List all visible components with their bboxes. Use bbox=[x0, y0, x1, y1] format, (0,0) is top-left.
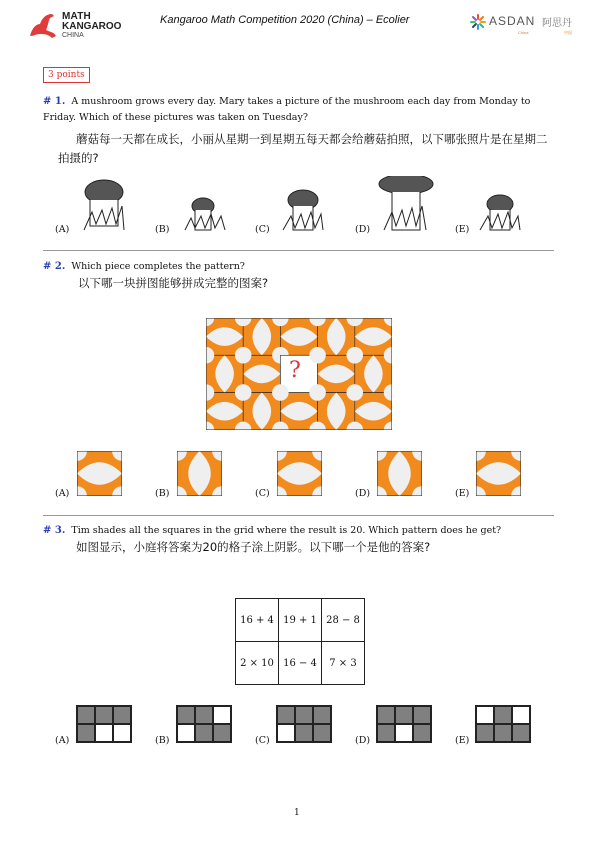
pattern-cell bbox=[512, 724, 530, 742]
q3-pattern-e bbox=[475, 705, 531, 743]
question-2-text bbox=[43, 259, 555, 275]
pattern-cell bbox=[377, 706, 395, 724]
pattern-tile bbox=[77, 451, 122, 496]
q3-pattern-d bbox=[376, 705, 432, 743]
question-2-body: Which piece completes the pattern? bbox=[71, 261, 245, 272]
pattern-cell bbox=[295, 724, 313, 742]
pattern-cell bbox=[413, 724, 431, 742]
q2-piece-a bbox=[77, 451, 122, 496]
q2-option-e[interactable]: (E) bbox=[455, 488, 470, 499]
q3-option-e[interactable]: (E) bbox=[455, 735, 470, 746]
question-1-text-cn: 蘑菇每一天都在成长，小丽从星期一到星期五每天都会给蘑菇拍照，以下哪张照片是在星期二拍摄的? bbox=[58, 132, 548, 165]
pattern-cell bbox=[413, 706, 431, 724]
points-badge: 3 points bbox=[43, 67, 90, 83]
math-kangaroo-logo bbox=[26, 8, 136, 42]
q1-option-c[interactable]: (C) bbox=[255, 224, 270, 235]
q1-option-d[interactable]: (D) bbox=[355, 224, 371, 235]
asdan-logo bbox=[470, 12, 580, 38]
q3-option-a[interactable]: (A) bbox=[55, 735, 70, 746]
question-1-number: # 1. bbox=[43, 96, 66, 107]
q1-option-b[interactable]: (B) bbox=[155, 224, 170, 235]
pattern-cell bbox=[395, 724, 413, 742]
mushroom-option-e bbox=[480, 195, 520, 230]
q3-pattern-c bbox=[276, 705, 332, 743]
pattern-cell bbox=[213, 706, 231, 724]
pattern-cell bbox=[277, 724, 295, 742]
pattern-tile bbox=[377, 451, 422, 496]
pattern-cell bbox=[313, 724, 331, 742]
q2-option-c[interactable]: (C) bbox=[255, 488, 270, 499]
page-number: 1 bbox=[294, 808, 300, 818]
question-3-text bbox=[43, 523, 555, 539]
q3-pattern-b bbox=[176, 705, 232, 743]
asdan-cn-name: 阿思丹 bbox=[542, 18, 572, 29]
question-3-grid bbox=[235, 598, 365, 685]
q2-piece-e bbox=[476, 451, 521, 496]
grid-cell: 16 − 4 bbox=[279, 642, 322, 685]
mushroom-option-c bbox=[283, 190, 323, 230]
pattern-cell bbox=[77, 724, 95, 742]
q1-option-e[interactable]: (E) bbox=[455, 224, 470, 235]
pattern-tile bbox=[476, 451, 521, 496]
divider bbox=[43, 250, 554, 251]
grid-cell: 19 + 1 bbox=[279, 599, 322, 642]
page-title: Kangaroo Math Competition 2020 (China) – Ecolier bbox=[160, 14, 410, 26]
pattern-cell bbox=[195, 706, 213, 724]
grid-cell: 7 × 3 bbox=[322, 642, 365, 685]
grid-cell: 28 − 8 bbox=[322, 599, 365, 642]
mushroom-option-a bbox=[84, 180, 124, 230]
pattern-cell bbox=[512, 706, 530, 724]
pattern-cell bbox=[313, 706, 331, 724]
q3-option-d[interactable]: (D) bbox=[355, 735, 371, 746]
pattern-cell bbox=[113, 724, 131, 742]
q2-piece-c bbox=[277, 451, 322, 496]
logo-line-china: CHINA bbox=[62, 32, 84, 39]
asdan-sub-en: China bbox=[518, 30, 529, 35]
question-1-body: A mushroom grows every day. Mary takes a picture of the mushroom each day from Monday to Friday. Which of these pictures was taken on Tuesday? bbox=[43, 96, 531, 123]
pattern-cell bbox=[295, 706, 313, 724]
pattern-cell bbox=[476, 724, 494, 742]
pattern-tile bbox=[177, 451, 222, 496]
pattern-cell bbox=[494, 724, 512, 742]
divider bbox=[43, 515, 554, 516]
pattern-tile bbox=[277, 451, 322, 496]
mushroom-option-d bbox=[379, 176, 433, 230]
q2-option-d[interactable]: (D) bbox=[355, 488, 371, 499]
pattern-cell bbox=[95, 706, 113, 724]
q3-pattern-a bbox=[76, 705, 132, 743]
pattern-cell bbox=[377, 724, 395, 742]
question-3-text-cn: 如图显示，小庭将答案为20的格子涂上阴影。以下哪一个是他的答案? bbox=[76, 540, 431, 554]
kangaroo-icon bbox=[26, 10, 58, 40]
pattern-cell bbox=[213, 724, 231, 742]
question-2-text-cn: 以下哪一块拼图能够拼成完整的图案? bbox=[78, 276, 269, 290]
grid-cell: 2 × 10 bbox=[236, 642, 279, 685]
asdan-sub-cn: 中国 bbox=[564, 30, 572, 35]
q3-option-c[interactable]: (C) bbox=[255, 735, 270, 746]
q2-option-b[interactable]: (B) bbox=[155, 488, 170, 499]
q1-option-a[interactable]: (A) bbox=[55, 224, 70, 235]
grid-cell: 16 + 4 bbox=[236, 599, 279, 642]
pattern-cell bbox=[277, 706, 295, 724]
q2-piece-d bbox=[377, 451, 422, 496]
q2-option-a[interactable]: (A) bbox=[55, 488, 70, 499]
question-3-number: # 3. bbox=[43, 525, 66, 536]
pattern-cell bbox=[77, 706, 95, 724]
pattern-cell bbox=[177, 724, 195, 742]
question-2-number: # 2. bbox=[43, 261, 66, 272]
asdan-star-icon bbox=[470, 14, 486, 30]
asdan-name: ASDAN bbox=[489, 14, 536, 28]
pattern-cell bbox=[113, 706, 131, 724]
q2-piece-b bbox=[177, 451, 222, 496]
pattern-cell bbox=[395, 706, 413, 724]
q3-option-b[interactable]: (B) bbox=[155, 735, 170, 746]
missing-piece-mark: ? bbox=[289, 358, 301, 383]
mushroom-option-b bbox=[185, 198, 225, 230]
pattern-cell bbox=[177, 706, 195, 724]
pattern-cell bbox=[494, 706, 512, 724]
pattern-cell bbox=[476, 706, 494, 724]
logo-line-math: MATH bbox=[62, 11, 91, 22]
pattern-cell bbox=[195, 724, 213, 742]
question-1-text bbox=[43, 94, 555, 126]
page-header bbox=[0, 0, 596, 48]
pattern-cell bbox=[95, 724, 113, 742]
question-3-body: Tim shades all the squares in the grid where the result is 20. Which pattern does he get? bbox=[71, 525, 502, 536]
question-1-mushrooms bbox=[40, 176, 560, 240]
logo-line-kangaroo: KANGAROO bbox=[62, 21, 122, 32]
